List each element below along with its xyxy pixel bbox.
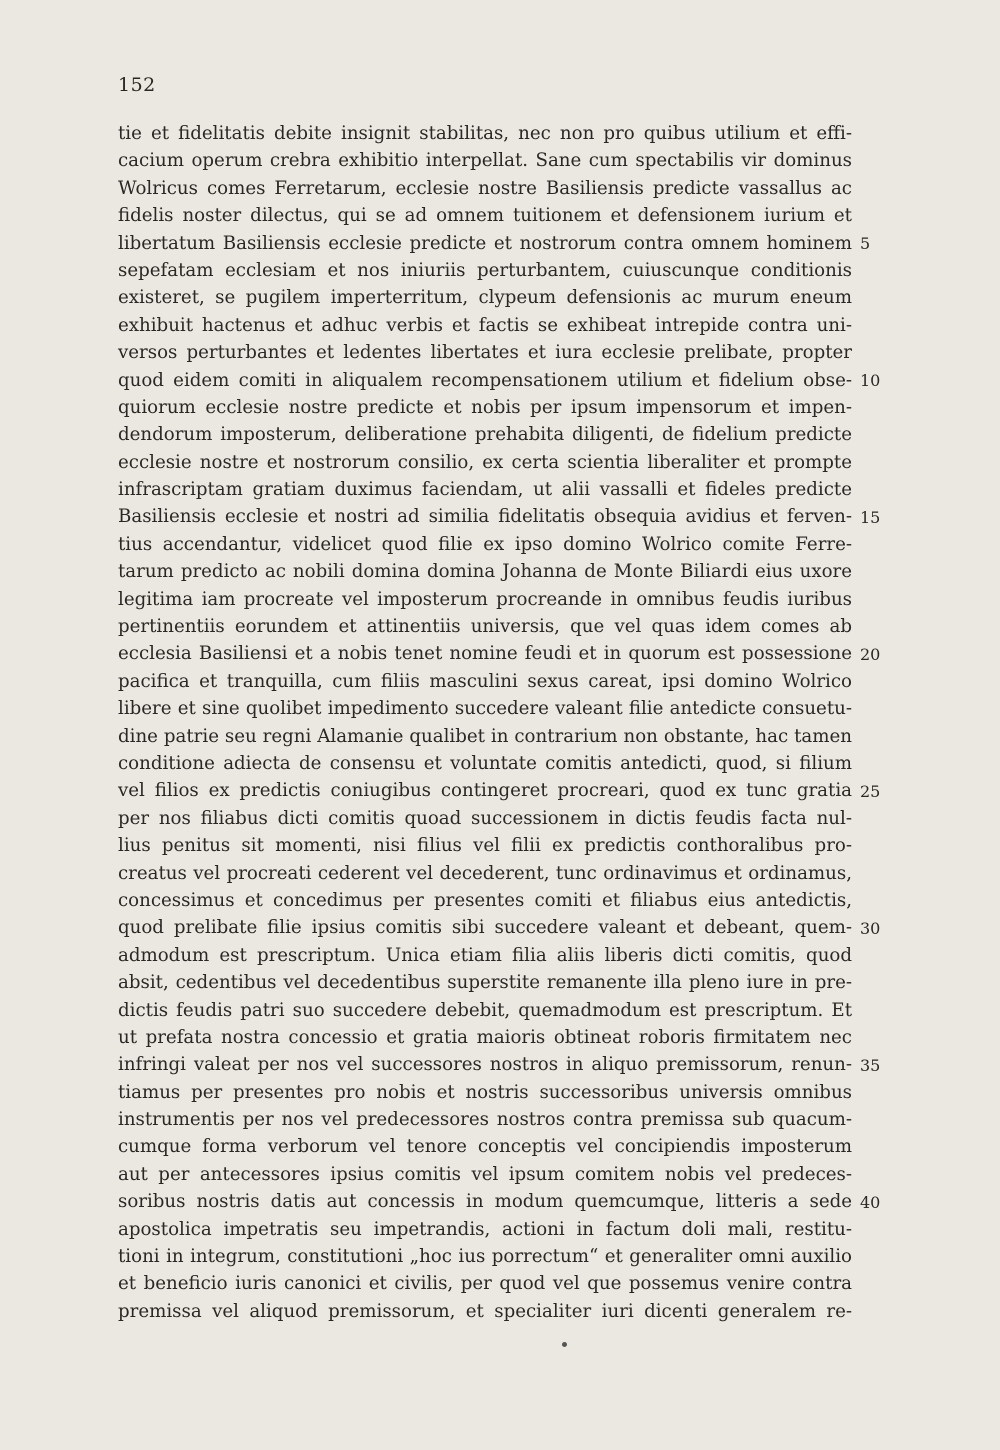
text-line: dine patrie seu regni Alamanie qualibet in contrarium non obstante, hac tamen [118,725,852,747]
text-line: exhibuit hactenus et adhuc verbis et factis se exhibeat intrepide contra uni- [118,314,852,336]
text-line: infrascriptam gratiam duximus faciendam, ut alii vassalli et fideles predicte [118,479,852,501]
text-line: dendorum imposterum, deliberatione prehabita diligenti, de fidelium predicte [118,424,852,446]
text-line: vel filios ex predictis coniugibus contingeret procreari, quod ex tunc gratia [118,780,852,802]
text-line: premissa vel aliquod premissorum, et specialiter iuri dicenti generalem re- [118,1300,852,1322]
text-line: lius penitus sit momenti, nisi filius vel filii ex predictis conthoralibus pro- [118,835,852,857]
text-line: tioni in integrum, constitutioni „hoc ius porrectum“ et generaliter omni auxilio [118,1246,852,1268]
line-number: 20 [860,644,881,664]
text-line: ut prefata nostra concessio et gratia maioris obtineat roboris firmitatem nec [118,1026,852,1048]
text-line: creatus vel procreati cederent vel decederent, tunc ordinavimus et ordinamus, [118,862,852,884]
text-line: tiamus per presentes pro nobis et nostris successoribus universis omnibus [118,1081,852,1103]
line-number: 30 [860,918,881,938]
line-number: 40 [860,1192,881,1212]
text-line: instrumentis per nos vel predecessores nostros contra premissa sub quacum- [118,1109,852,1131]
text-line: Basiliensis ecclesie et nostri ad similia fidelitatis obsequia avidius et ferven- [118,506,852,528]
text-line: soribus nostris datis aut concessis in modum quemcumque, litteris a sede [118,1191,852,1213]
text-line: tius accendantur, videlicet quod filie ex ipso domino Wolrico comite Ferre- [118,533,852,555]
text-line: et beneficio iuris canonici et civilis, per quod vel que possemus venire contra [118,1273,852,1295]
line-number: 35 [860,1055,881,1075]
text-line: quod eidem comiti in aliqualem recompensationem utilium et fidelium obse- [118,369,852,391]
text-line: per nos filiabus dicti comitis quoad successionem in dictis feudis facta nul- [118,807,852,829]
text-line: fidelis noster dilectus, qui se ad omnem tuitionem et defensionem iurium et [118,205,852,227]
text-line: absit, cedentibus vel decedentibus superstite remanente illa pleno iure in pre- [118,972,852,994]
line-number: 25 [860,781,881,801]
text-line: libertatum Basiliensis ecclesie predicte et nostrorum contra omnem hominem [118,232,852,254]
line-number: 15 [860,507,881,527]
text-line: pacifica et tranquilla, cum filiis masculini sexus careat, ipsi domino Wolrico [118,670,852,692]
text-line: quod prelibate filie ipsius comitis sibi succedere valeant et debeant, quem- [118,917,852,939]
text-line: cumque forma verborum vel tenore conceptis vel concipiendis imposterum [118,1136,852,1158]
text-line: versos perturbantes et ledentes libertates et iura ecclesie prelibate, propter [118,342,852,364]
text-line: Wolricus comes Ferretarum, ecclesie nostre Basiliensis predicte vassallus ac [118,177,852,199]
text-line: admodum est prescriptum. Unica etiam filia aliis liberis dicti comitis, quod [118,944,852,966]
text-line: legitima iam procreate vel imposterum procreande in omnibus feudis iuribus [118,588,852,610]
print-speck [562,1342,567,1347]
text-line: libere et sine quolibet impedimento succedere valeant filie antedicte consuetu- [118,698,852,720]
text-line: aut per antecessores ipsius comitis vel ipsum comitem nobis vel predeces- [118,1163,852,1185]
text-line: apostolica impetratis seu impetrandis, actioni in factum doli mali, restitu- [118,1218,852,1240]
text-line: dictis feudis patri suo succedere debebit, quemadmodum est prescriptum. Et [118,999,852,1021]
text-line: infringi valeat per nos vel successores nostros in aliquo premissorum, renun- [118,1054,852,1076]
text-line: sepefatam ecclesiam et nos iniuriis perturbantem, cuiuscunque conditionis [118,259,852,281]
text-line: quiorum ecclesie nostre predicte et nobis per ipsum impensorum et impen- [118,396,852,418]
line-number: 10 [860,370,881,390]
text-line: tarum predicto ac nobili domina domina Johanna de Monte Biliardi eius uxore [118,561,852,583]
line-number: 5 [860,233,871,253]
text-line: tie et fidelitatis debite insignit stabilitas, nec non pro quibus utilium et effi- [118,123,852,144]
text-line: conditione adiecta de consensu et voluntate comitis antedicti, quod, si filium [118,752,852,774]
text-line: existeret, se pugilem imperterritum, clypeum defensionis ac murum eneum [118,287,852,309]
text-line: concessimus et concedimus per presentes comiti et filiabus eius antedictis, [118,889,852,911]
page-number: 152 [118,74,156,96]
text-line: ecclesie nostre et nostrorum consilio, ex certa scientia liberaliter et prompte [118,451,852,473]
text-line: cacium operum crebra exhibitio interpellat. Sane cum spectabilis vir dominus [118,150,852,172]
body-text [118,120,852,1325]
text-line: pertinentiis eorundem et attinentiis universis, que vel quas idem comes ab [118,616,852,638]
text-line: ecclesia Basiliensi et a nobis tenet nomine feudi et in quorum est possessione [118,643,852,665]
